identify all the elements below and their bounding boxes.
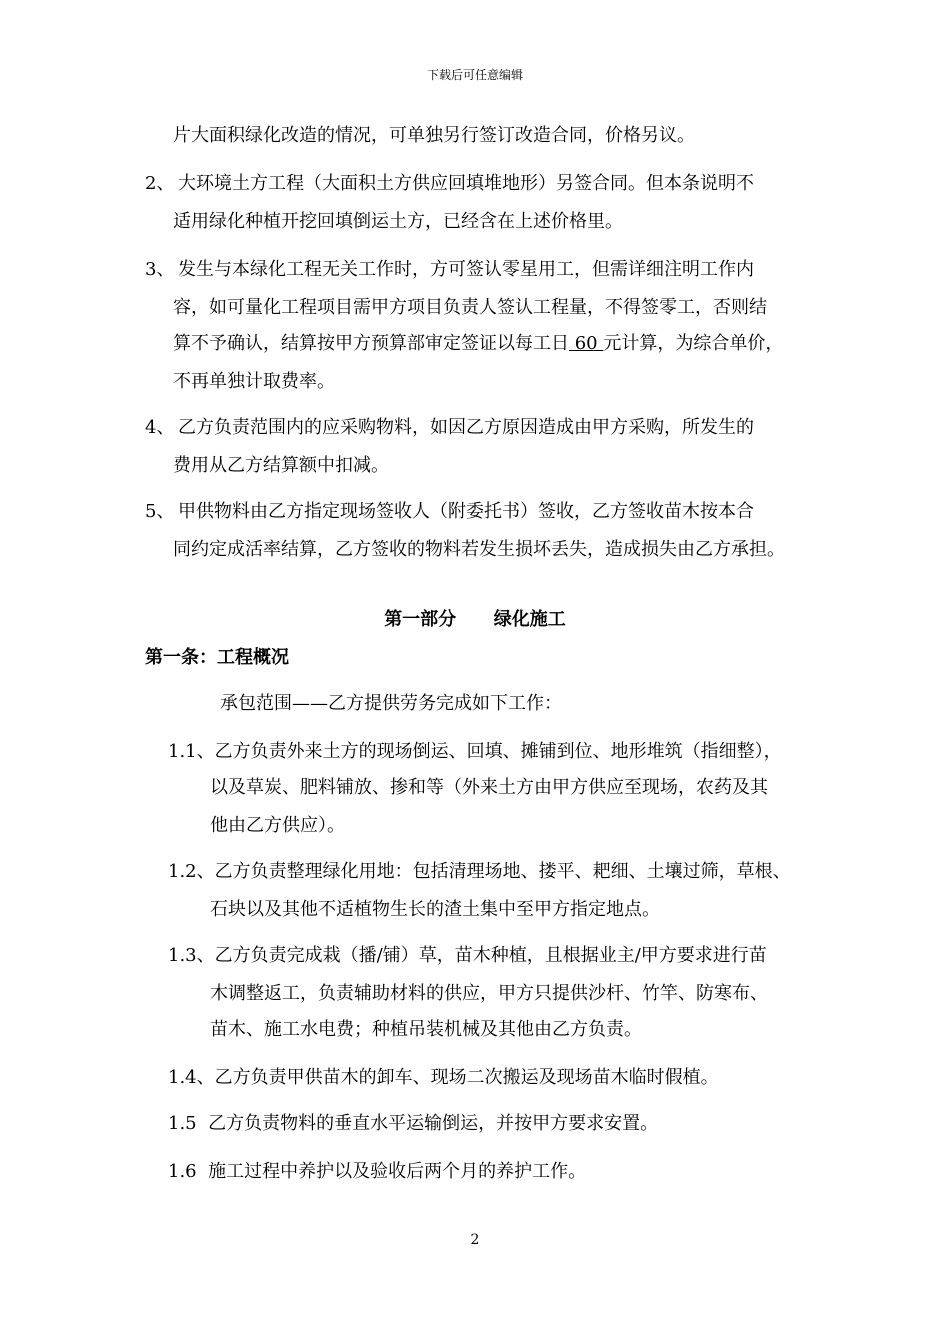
item-number-4: 4、 (145, 417, 175, 438)
scope-intro: 承包范围——乙方提供劳务完成如下工作： (220, 693, 562, 714)
item-number-3: 3、 (145, 259, 175, 280)
item-5-line-1: 甲供物料由乙方指定现场签收人（附委托书）签收，乙方签收苗木按本合 (178, 501, 754, 522)
item-3-line-3-b: 元计算，为综合单价， (603, 333, 784, 354)
item-1-1-line-1: 1.1、乙方负责外来土方的现场倒运、回填、摊铺到位、地形堆筑（指细整）， (168, 741, 782, 762)
item-3-line-3-a: 算不予确认，结算按甲方预算部审定签证以每工日 (173, 333, 569, 354)
item-1-1-line-3: 他由乙方供应）。 (210, 815, 345, 836)
item-1-2-line-2: 石块以及其他不适植物生长的渣土集中至甲方指定地点。 (210, 899, 660, 920)
item-3-line-3 (173, 332, 783, 356)
item-3-line-2: 容，如可量化工程项目需甲方项目负责人签认工程量，不得签零工，否则结 (173, 297, 767, 318)
item-1-1-line-2: 以及草炭、肥料铺放、掺和等（外来土方由甲方供应至现场，农药及其 (210, 777, 768, 798)
article-1-title: 第一条：工程概况 (145, 647, 289, 668)
item-2-line-2: 适用绿化种植开挖回填倒运土方，已经含在上述价格里。 (173, 211, 623, 232)
page-header: 下载后可任意编辑 (426, 68, 523, 82)
item-1-6-line-1: 1.6 施工过程中养护以及验收后两个月的养护工作。 (168, 1161, 587, 1182)
item-number-2: 2、 (145, 173, 175, 194)
item-1-5-line-1: 1.5 乙方负责物料的垂直水平运输倒运，并按甲方要求安置。 (168, 1113, 659, 1134)
item-2-line-1: 大环境土方工程（大面积土方供应回填堆地形）另签合同。但本条说明不 (178, 173, 754, 194)
item-3-line-4: 不再单独计取费率。 (173, 371, 335, 392)
item-1-3-line-1: 1.3、乙方负责完成栽（播/铺）草，苗木种植，且根据业主/甲方要求进行苗 (168, 945, 767, 966)
item-1-3-line-2: 木调整返工，负责辅助材料的供应，甲方只提供沙杆、竹竿、防寒布、 (210, 983, 768, 1004)
item-3-line-1: 发生与本绿化工程无关工作时，方可签认零星用工，但需详细注明工作内 (178, 259, 754, 280)
workday-rate-value: 60 (569, 333, 604, 354)
item-4-line-1: 乙方负责范围内的应采购物料，如因乙方原因造成由甲方采购，所发生的 (178, 417, 754, 438)
page-number: 2 (470, 1232, 480, 1248)
item-1-4-line-1: 1.4、乙方负责甲供苗木的卸车、现场二次搬运及现场苗木临时假植。 (168, 1067, 719, 1088)
item-4-line-2: 费用从乙方结算额中扣减。 (173, 455, 389, 476)
paragraph-continuation: 片大面积绿化改造的情况，可单独另行签订改造合同，价格另议。 (173, 125, 695, 146)
item-1-2-line-1: 1.2、乙方负责整理绿化用地：包括清理场地、搂平、耙细、土壤过筛，草根、 (168, 861, 791, 882)
item-1-3-line-3: 苗木、施工水电费；种植吊装机械及其他由乙方负责。 (210, 1019, 642, 1040)
part-title: 第一部分 绿化施工 (384, 609, 566, 630)
item-number-5: 5、 (145, 501, 175, 522)
item-5-line-2: 同约定成活率结算，乙方签收的物料若发生损坏丢失，造成损失由乙方承担。 (173, 539, 785, 560)
